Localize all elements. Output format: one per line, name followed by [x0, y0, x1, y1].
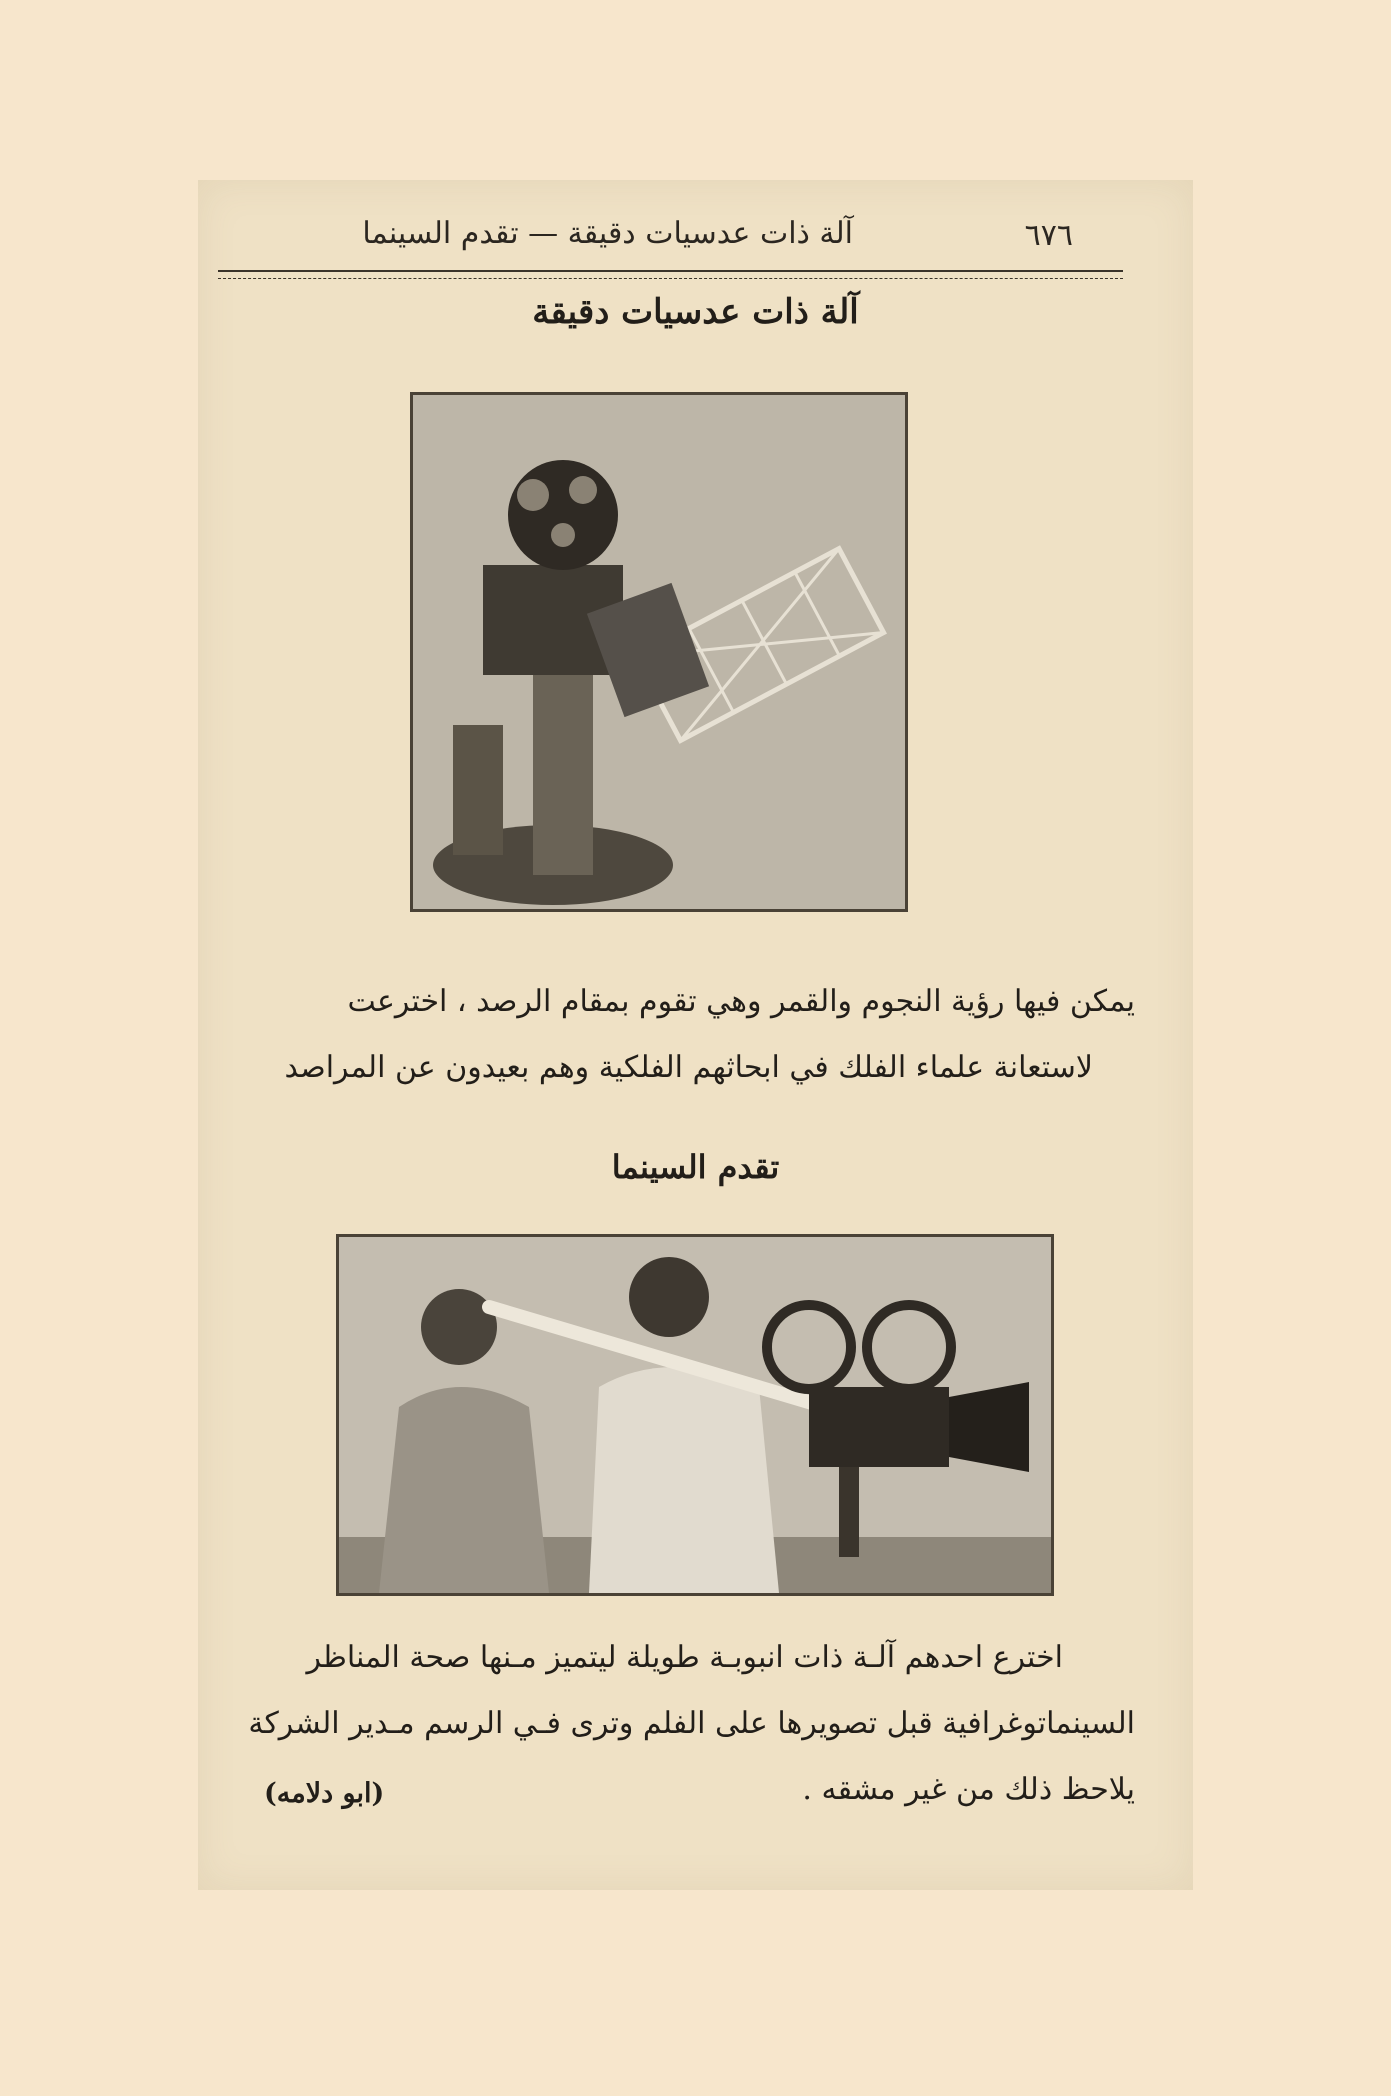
header-divider — [218, 270, 1123, 279]
film-camera-photo — [336, 1234, 1054, 1596]
caption-line: يلاحظ ذلك من غير مشقه . — [802, 1772, 1135, 1807]
caption-line: يمكن فيها رؤية النجوم والقمر وهي تقوم بمقام الرصد ، اخترعت — [347, 984, 1135, 1019]
page-number: ٦٧٦ — [1024, 218, 1073, 253]
planetarium-projector-photo — [410, 392, 908, 912]
caption-line: السينماتوغرافية قبل تصويرها على الفلم وترى فـي الرسم مـدير الشركة — [248, 1706, 1135, 1741]
caption-line: اخترع احدهم آلـة ذات انبوبـة طويلة ليتميز مـنها صحة المناظر — [306, 1640, 1063, 1675]
section-heading-lens-machine: آلة ذات عدسيات دقيقة — [532, 292, 859, 332]
section-heading-cinema-progress: تقدم السينما — [611, 1148, 780, 1186]
caption-line: لاستعانة علماء الفلك في ابحاثهم الفلكية وهم بعيدون عن المراصد — [284, 1050, 1093, 1085]
document-page — [198, 180, 1193, 1890]
author-signature: (ابو دلامه) — [264, 1778, 385, 1809]
page-header — [218, 200, 1173, 260]
running-title: آلة ذات عدسيات دقيقة — تقدم السينما — [362, 216, 853, 251]
